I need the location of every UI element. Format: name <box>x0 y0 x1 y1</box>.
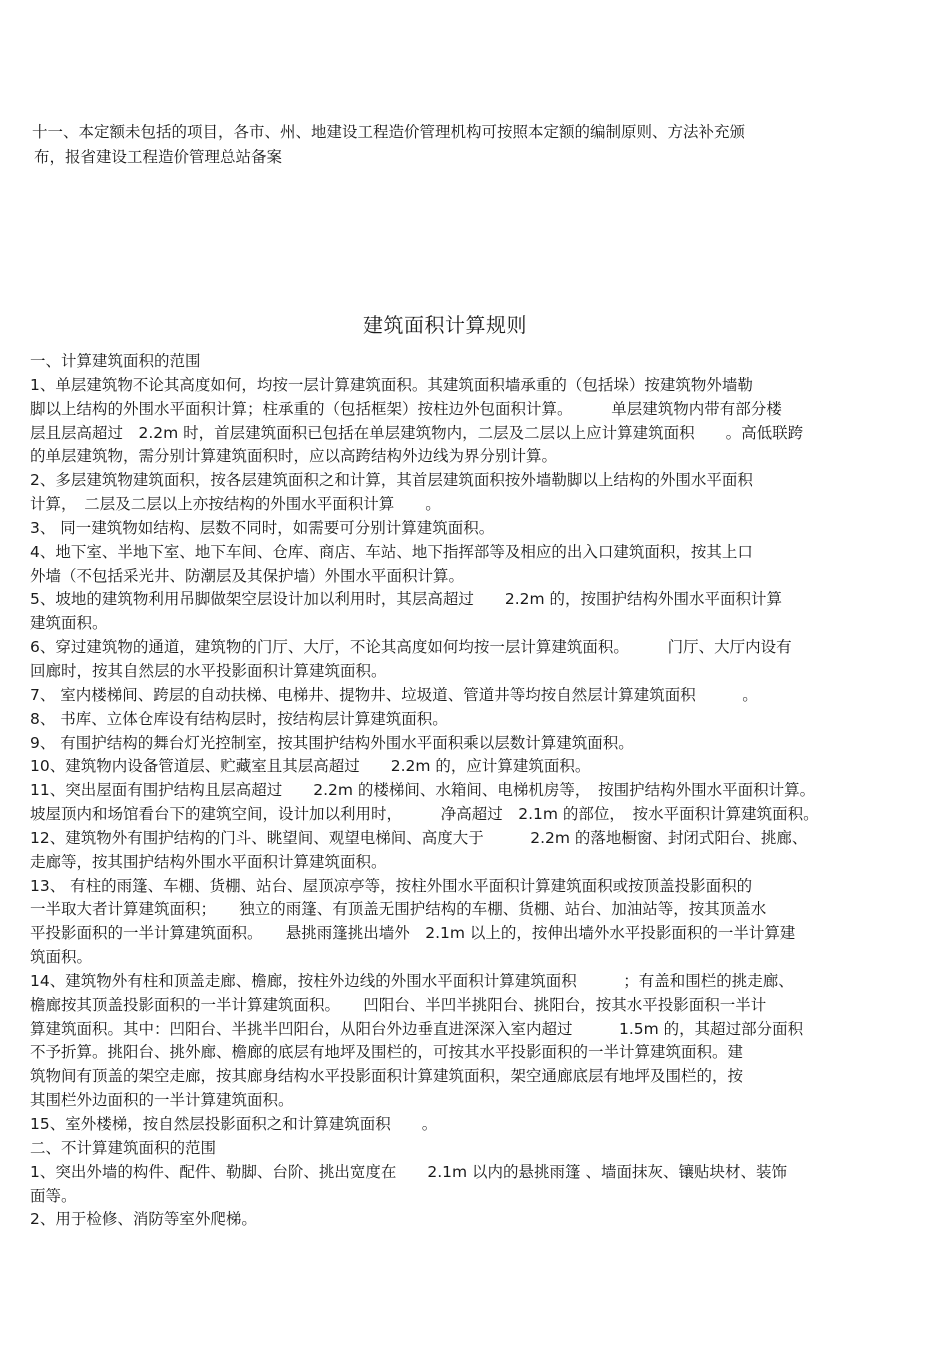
body-line: 6、穿过建筑物的通道，建筑物的门厅、大厅，不论其高度如何均按一层计算建筑面积。 门厅、大厅内设有 <box>30 638 792 657</box>
body-line: 13、 有柱的雨篷、车棚、货棚、站台、屋顶凉亭等，按柱外围水平面积计算建筑面积或按顶盖投影面积的 <box>30 876 753 895</box>
body-line: 一、计算建筑面积的范围 <box>30 352 201 370</box>
intro-line-2: 布，报省建设工程造价管理总站备案 <box>34 148 283 166</box>
body-line: 一半取大者计算建筑面积； 独立的雨篷、有顶盖无围护结构的车棚、货棚、站台、加油站等，按其顶盖水 <box>30 900 767 919</box>
body-line: 回廊时，按其自然层的水平投影面积计算建筑面积。 <box>30 661 387 680</box>
body-line: 5、坡地的建筑物利用吊脚做架空层设计加以利用时，其层高超过 2.2m 的，按围护结构外围水平面积计算 <box>30 590 783 609</box>
intro-paragraph <box>32 120 912 170</box>
body-line: 脚以上结构的外围水平面积计算；柱承重的（包括框架）按柱边外包面积计算。 单层建筑物内带有部分楼 <box>30 399 782 418</box>
body-line: 3、 同一建筑物如结构、层数不同时，如需要可分别计算建筑面积。 <box>30 518 495 537</box>
body-line: 计算， 二层及二层以上亦按结构的外围水平面积计算 。 <box>30 495 441 514</box>
body-line: 层且层高超过 2.2m 时，首层建筑面积已包括在单层建筑物内，二层及二层以上应计算建筑面积 。高低联跨 <box>30 423 804 442</box>
body-line: 其围栏外边面积的一半计算建筑面积。 <box>30 1091 294 1110</box>
rules-body <box>30 350 920 1232</box>
body-line: 不予折算。挑阳台、挑外廊、檐廊的底层有地坪及围栏的，可按其水平投影面积的一半计算建筑面积。建 <box>30 1043 744 1062</box>
body-line: 坡屋顶内和场馆看台下的建筑空间，设计加以利用时， 净高超过 2.1m 的部位， 按水平面积计算建筑面积。 <box>30 805 819 824</box>
body-line: 7、 室内楼梯间、跨层的自动扶梯、电梯井、提物井、垃圾道、管道井等均按自然层计算建筑面积 。 <box>30 685 758 704</box>
intro-line-1: 十一、本定额未包括的项目，各市、州、地建设工程造价管理机构可按照本定额的编制原则、方法补充颁 <box>32 123 746 141</box>
body-line: 1、单层建筑物不论其高度如何，均按一层计算建筑面积。其建筑面积墙承重的（包括垛）按建筑物外墙勒 <box>30 375 753 394</box>
body-line: 筑物间有顶盖的架空走廊，按其廊身结构水平投影面积计算建筑面积，架空通廊底层有地坪及围栏的，按 <box>30 1067 744 1086</box>
body-line: 走廊等，按其围护结构外围水平面积计算建筑面积。 <box>30 852 387 871</box>
body-line: 12、建筑物外有围护结构的门斗、眺望间、观望电梯间、高度大于 2.2m 的落地橱窗、封闭式阳台、挑廊、 <box>30 828 808 847</box>
body-line: 二、不计算建筑面积的范围 <box>30 1138 217 1157</box>
body-line: 15、室外楼梯，按自然层投影面积之和计算建筑面积 。 <box>30 1115 438 1133</box>
body-line: 4、地下室、半地下室、地下车间、仓库、商店、车站、地下指挥部等及相应的出入口建筑面积，按其上口 <box>30 542 753 561</box>
body-line: 面等。 <box>30 1186 77 1205</box>
body-line: 10、建筑物内设备管道层、贮藏室且其层高超过 2.2m 的，应计算建筑面积。 <box>30 757 591 776</box>
body-line: 筑面积。 <box>30 948 93 967</box>
body-line: 8、 书库、立体仓库设有结构层时，按结构层计算建筑面积。 <box>30 709 448 728</box>
body-line: 9、 有围护结构的舞台灯光控制室，按其围护结构外围水平面积乘以层数计算建筑面积。 <box>30 733 634 752</box>
body-line: 檐廊按其顶盖投影面积的一半计算建筑面积。 凹阳台、半凹半挑阳台、挑阳台，按其水平投影面积一半计 <box>30 995 767 1014</box>
body-line: 2、用于检修、消防等室外爬梯。 <box>30 1210 257 1229</box>
body-line: 的单层建筑物，需分别计算建筑面积时，应以高跨结构外边线为界分别计算。 <box>30 447 558 466</box>
body-line: 2、多层建筑物建筑面积，按各层建筑面积之和计算，其首层建筑面积按外墙勒脚以上结构的外围水平面积 <box>30 471 753 490</box>
body-line: 1、突出外墙的构件、配件、勒脚、台阶、挑出宽度在 2.1m 以内的悬挑雨篷 、墙面抹灰、镶贴块材、装饰 <box>30 1162 787 1181</box>
section-title: 建筑面积计算规则 <box>363 313 527 337</box>
body-line: 建筑面积。 <box>30 614 108 633</box>
body-line: 11、突出屋面有围护结构且层高超过 2.2m 的楼梯间、水箱间、电梯机房等， 按围护结构外围水平面积计算。 <box>30 781 816 800</box>
body-line: 14、建筑物外有柱和顶盖走廊、檐廊，按柱外边线的外围水平面积计算建筑面积 ；有盖和围栏的挑走廊、 <box>30 971 794 990</box>
body-line: 算建筑面积。其中：凹阳台、半挑半凹阳台，从阳台外边垂直进深深入室内超过 1.5m 的，其超过部分面积 <box>30 1019 804 1038</box>
body-line: 外墙（不包括采光井、防潮层及其保护墙）外围水平面积计算。 <box>30 566 465 585</box>
body-line: 平投影面积的一半计算建筑面积。 悬挑雨篷挑出墙外 2.1m 以上的，按伸出墙外水平投影面积的一半计算建 <box>30 924 796 943</box>
